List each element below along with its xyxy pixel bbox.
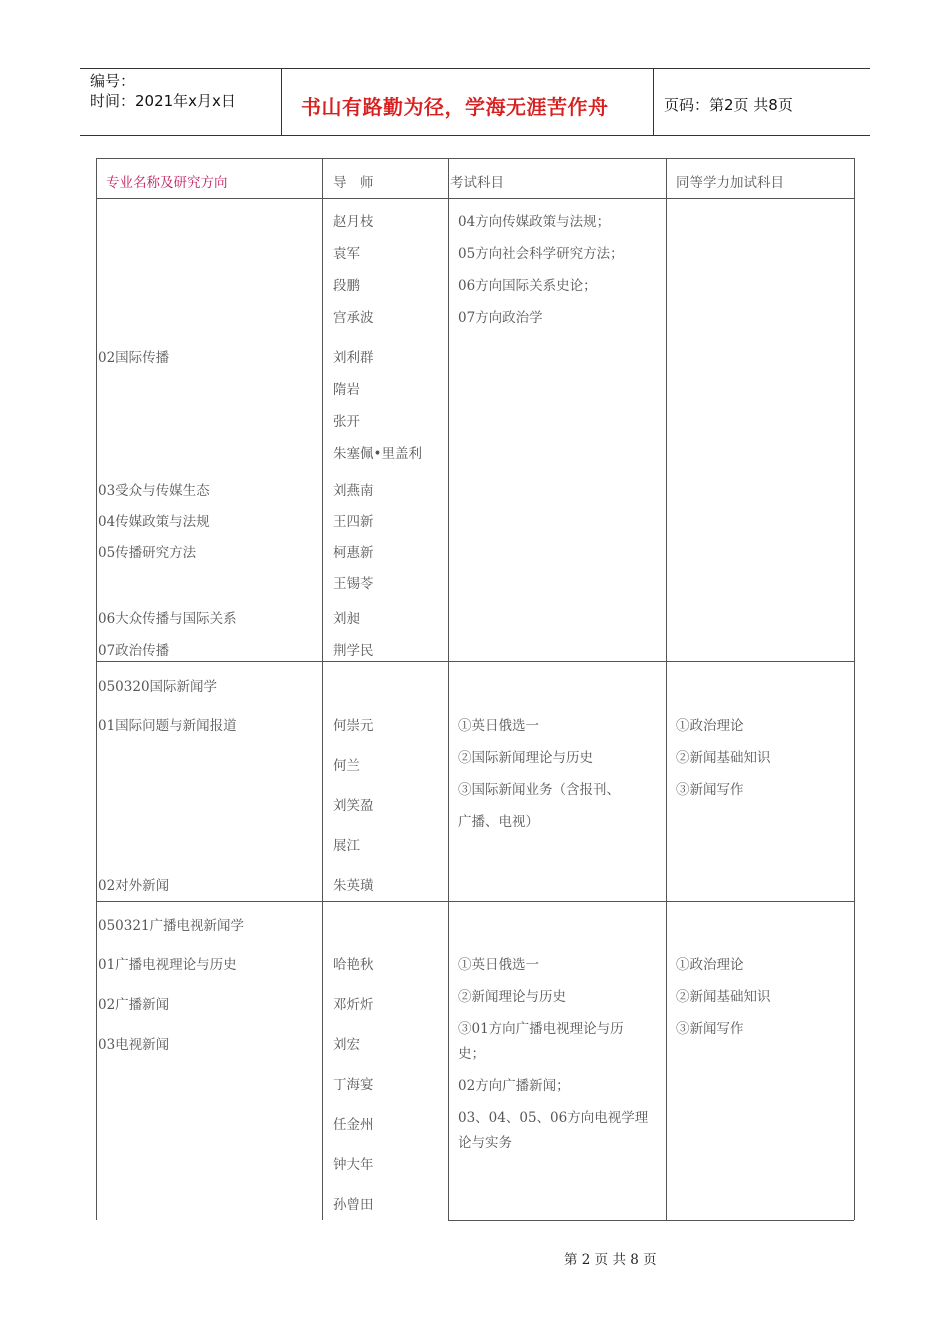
table-rule — [854, 158, 855, 1220]
exam-subject: ①英日俄选一 — [458, 718, 539, 734]
advisor-name: 何兰 — [333, 758, 360, 774]
advisor-name: 段鹏 — [333, 278, 360, 294]
table-rule — [448, 158, 449, 1220]
header-bottom-rule — [80, 135, 870, 136]
table-rule — [96, 158, 97, 1220]
table-rule — [96, 158, 854, 159]
header-top-rule — [80, 68, 870, 69]
time-label: 时间：2021年x月x日 — [90, 92, 236, 110]
advisor-name: 荆学民 — [333, 643, 374, 659]
table-rule — [666, 158, 667, 1220]
column-header-extra-exam: 同等学力加试科目 — [676, 175, 784, 191]
direction-item: 05传播研究方法 — [98, 545, 197, 561]
exam-subject: ②新闻理论与历史 — [458, 989, 566, 1005]
advisor-name: 邓炘炘 — [333, 997, 374, 1013]
header-motto: 书山有路勤为径，学海无涯苦作舟 — [301, 95, 609, 119]
serial-label: 编号： — [90, 72, 136, 90]
advisor-name: 朱英璜 — [333, 878, 374, 894]
exam-subject: 03、04、05、06方向电视学理 — [458, 1110, 649, 1126]
advisor-name: 朱塞佩•里盖利 — [333, 446, 422, 462]
direction-item: 03电视新闻 — [98, 1037, 170, 1053]
column-header-advisor: 导 师 — [333, 175, 374, 191]
header-divider-left — [281, 68, 282, 136]
direction-item: 07政治传播 — [98, 643, 170, 659]
extra-exam-subject: ③新闻写作 — [676, 782, 744, 798]
exam-subject: ③国际新闻业务（含报刊、 — [458, 782, 620, 798]
exam-subject: ③01方向广播电视理论与历 — [458, 1021, 624, 1037]
exam-subject: ②国际新闻理论与历史 — [458, 750, 593, 766]
header-page-label: 页码：第2页 共8页 — [664, 96, 793, 114]
direction-item: 02对外新闻 — [98, 878, 170, 894]
advisor-name: 展江 — [333, 838, 360, 854]
advisor-name: 柯惠新 — [333, 545, 374, 561]
advisor-name: 刘昶 — [333, 611, 360, 627]
major-name: 050321广播电视新闻学 — [98, 918, 245, 934]
exam-subject: 06方向国际关系史论； — [458, 278, 597, 294]
direction-item: 06大众传播与国际关系 — [98, 611, 237, 627]
extra-exam-subject: ①政治理论 — [676, 957, 744, 973]
exam-subject: 05方向社会科学研究方法； — [458, 246, 624, 262]
advisor-name: 王锡苓 — [333, 576, 374, 592]
advisor-name: 袁军 — [333, 246, 360, 262]
table-rule — [96, 198, 854, 199]
table-rule — [96, 901, 854, 902]
advisor-name: 赵月枝 — [333, 214, 374, 230]
table-rule — [322, 158, 323, 1220]
exam-subject: 广播、电视） — [458, 814, 539, 830]
advisor-name: 王四新 — [333, 514, 374, 530]
exam-subject: 07方向政治学 — [458, 310, 543, 326]
column-header-exam: 考试科目 — [450, 175, 504, 191]
exam-subject: 02方向广播新闻； — [458, 1078, 570, 1094]
advisor-name: 宫承波 — [333, 310, 374, 326]
table-rule — [96, 661, 854, 662]
direction-item: 01广播电视理论与历史 — [98, 957, 237, 973]
advisor-name: 丁海宴 — [333, 1077, 374, 1093]
direction-item: 02广播新闻 — [98, 997, 170, 1013]
footer-page-number: 第 2 页 共 8 页 — [564, 1252, 657, 1268]
table-rule — [448, 1220, 854, 1221]
advisor-name: 孙曾田 — [333, 1197, 374, 1213]
advisor-name: 何崇元 — [333, 718, 374, 734]
column-header-major: 专业名称及研究方向 — [106, 175, 228, 191]
exam-subject: 04方向传媒政策与法规； — [458, 214, 611, 230]
advisor-name: 隋岩 — [333, 382, 360, 398]
advisor-name: 刘宏 — [333, 1037, 360, 1053]
exam-subject: ①英日俄选一 — [458, 957, 539, 973]
exam-subject: 论与实务 — [458, 1135, 512, 1151]
extra-exam-subject: ③新闻写作 — [676, 1021, 744, 1037]
major-name: 050320国际新闻学 — [98, 679, 218, 695]
header-divider-right — [653, 68, 654, 136]
advisor-name: 哈艳秋 — [333, 957, 374, 973]
advisor-name: 刘燕南 — [333, 483, 374, 499]
advisor-name: 任金州 — [333, 1117, 374, 1133]
direction-item: 01国际问题与新闻报道 — [98, 718, 237, 734]
exam-subject: 史； — [458, 1046, 485, 1062]
advisor-name: 张开 — [333, 414, 360, 430]
extra-exam-subject: ②新闻基础知识 — [676, 750, 771, 766]
extra-exam-subject: ②新闻基础知识 — [676, 989, 771, 1005]
advisor-name: 刘利群 — [333, 350, 374, 366]
advisor-name: 刘笑盈 — [333, 798, 374, 814]
direction-item: 03受众与传媒生态 — [98, 483, 210, 499]
direction-item: 02国际传播 — [98, 350, 170, 366]
advisor-name: 钟大年 — [333, 1157, 374, 1173]
direction-item: 04传媒政策与法规 — [98, 514, 210, 530]
extra-exam-subject: ①政治理论 — [676, 718, 744, 734]
